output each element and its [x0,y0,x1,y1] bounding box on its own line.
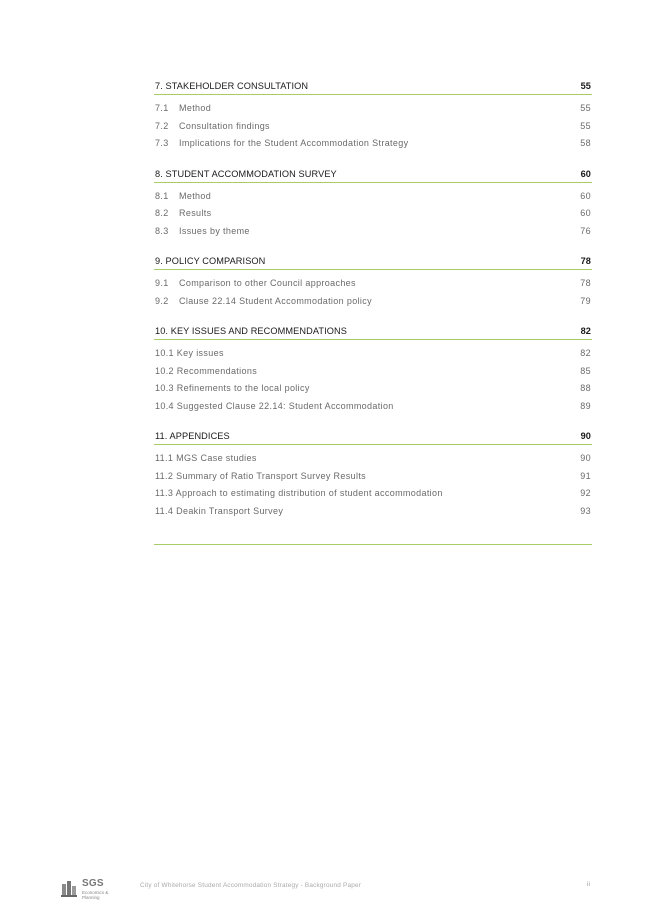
toc-entry[interactable] [154,452,592,470]
toc-section-heading[interactable] [154,76,592,95]
toc-entry-label: Method [179,190,212,201]
toc-entry-page: 60 [580,208,591,218]
toc-section [154,321,592,417]
toc-entry-label: Results [179,208,212,218]
toc-section-heading[interactable] [154,426,592,445]
toc-entry-number: 10.2 [155,365,174,376]
toc-entry[interactable] [154,207,592,225]
toc-section [154,164,592,243]
toc-entry-page: 79 [580,295,591,306]
toc-entry-number: 11.2 [155,470,174,481]
toc-entry-page: 55 [580,120,591,131]
toc-entry-label: Approach to estimating distribution of student accommodation [175,488,443,498]
toc-section-page: 55 [580,81,591,91]
page-footer [0,870,653,904]
toc-entry[interactable] [154,190,592,208]
toc-entry-number: 8.3 [155,225,169,236]
toc-section-heading[interactable] [154,251,592,270]
logo-wordmark: SGS [82,878,104,889]
toc-entry-page: 58 [580,138,591,148]
toc-entry-number: 10.1 [155,348,174,358]
toc-section-page: 78 [580,256,591,266]
toc-entry-page: 60 [580,190,591,201]
toc-entry[interactable] [154,505,592,523]
toc-entry-page: 91 [580,470,591,481]
toc-entry-number: 10.3 [155,383,174,393]
toc-end-divider [154,544,592,545]
toc-entry-number: 9.2 [155,295,169,306]
toc-section-heading[interactable] [154,321,592,340]
toc-section-title: 11. APPENDICES [155,431,230,441]
sgs-logo-icon [61,880,79,898]
toc-entry-label: MGS Case studies [176,453,257,463]
toc-entry[interactable] [154,102,592,120]
toc-entry-page: 55 [580,103,591,113]
toc-entry-page: 88 [580,383,591,393]
toc-entry-number: 8.2 [155,208,169,218]
toc-section-page: 90 [580,431,591,441]
toc-entry-label: Refinements to the local policy [176,383,310,393]
logo-subtext: Economics & Planning [82,890,109,900]
toc-section [154,426,592,522]
toc-entry-number: 11.4 [155,505,174,516]
toc-entry[interactable] [154,347,592,365]
toc-entry-page: 92 [580,488,591,498]
toc-section-title: 10. KEY ISSUES AND RECOMMENDATIONS [155,326,347,336]
toc-entry-number: 7.1 [155,103,169,113]
toc-section [154,251,592,312]
document-title: City of Whitehorse Student Accommodation Strategy - Background Paper [140,882,362,889]
toc-entry-label: Summary of Ratio Transport Survey Results [176,470,367,481]
toc-entry[interactable] [154,225,592,243]
toc-entry[interactable] [154,470,592,488]
toc-entry-page: 82 [580,348,591,358]
toc-section-title: 9. POLICY COMPARISON [155,256,266,266]
toc-entry-label: Consultation findings [179,120,270,131]
toc-entry[interactable] [154,365,592,383]
toc-entry-label: Deakin Transport Survey [176,505,284,516]
toc-entry-number: 7.2 [155,120,169,131]
toc-entry-number: 8.1 [155,190,169,201]
toc-entry[interactable] [154,120,592,138]
toc-entry-label: Method [179,103,212,113]
toc-entry-page: 89 [580,400,591,411]
toc-entry-label: Comparison to other Council approaches [179,278,356,288]
toc-section-page: 82 [580,326,591,336]
toc-entry-page: 93 [580,505,591,516]
toc-entry-label: Implications for the Student Accommodation Strategy [179,138,409,148]
toc-section-title: 7. STAKEHOLDER CONSULTATION [155,81,309,91]
toc-section-heading[interactable] [154,164,592,183]
sgs-logo [61,878,111,902]
toc-entry-number: 11.3 [155,488,174,498]
toc-entry-page: 76 [580,225,591,236]
table-of-contents [154,76,592,531]
page-number: ii [587,881,590,888]
toc-entry-page: 85 [580,365,591,376]
toc-entry[interactable] [154,382,592,400]
toc-entry[interactable] [154,400,592,418]
toc-entry-number: 10.4 [155,400,174,411]
toc-entry-number: 11.1 [155,453,174,463]
toc-section-page: 60 [580,168,591,179]
toc-entry-label: Clause 22.14 Student Accommodation policy [179,295,372,306]
toc-entry-page: 90 [580,453,591,463]
toc-entry-page: 78 [580,278,591,288]
toc-entry-label: Suggested Clause 22.14: Student Accommodation [176,400,394,411]
toc-entry-number: 7.3 [155,138,169,148]
toc-entry-number: 9.1 [155,278,169,288]
toc-entry[interactable] [154,487,592,505]
toc-entry[interactable] [154,277,592,295]
toc-entry-label: Issues by theme [179,225,250,236]
toc-section [154,76,592,155]
toc-entry-label: Recommendations [176,365,258,376]
toc-entry[interactable] [154,137,592,155]
toc-section-title: 8. STUDENT ACCOMMODATION SURVEY [155,168,337,179]
toc-entry[interactable] [154,295,592,313]
toc-entry-label: Key issues [176,348,224,358]
